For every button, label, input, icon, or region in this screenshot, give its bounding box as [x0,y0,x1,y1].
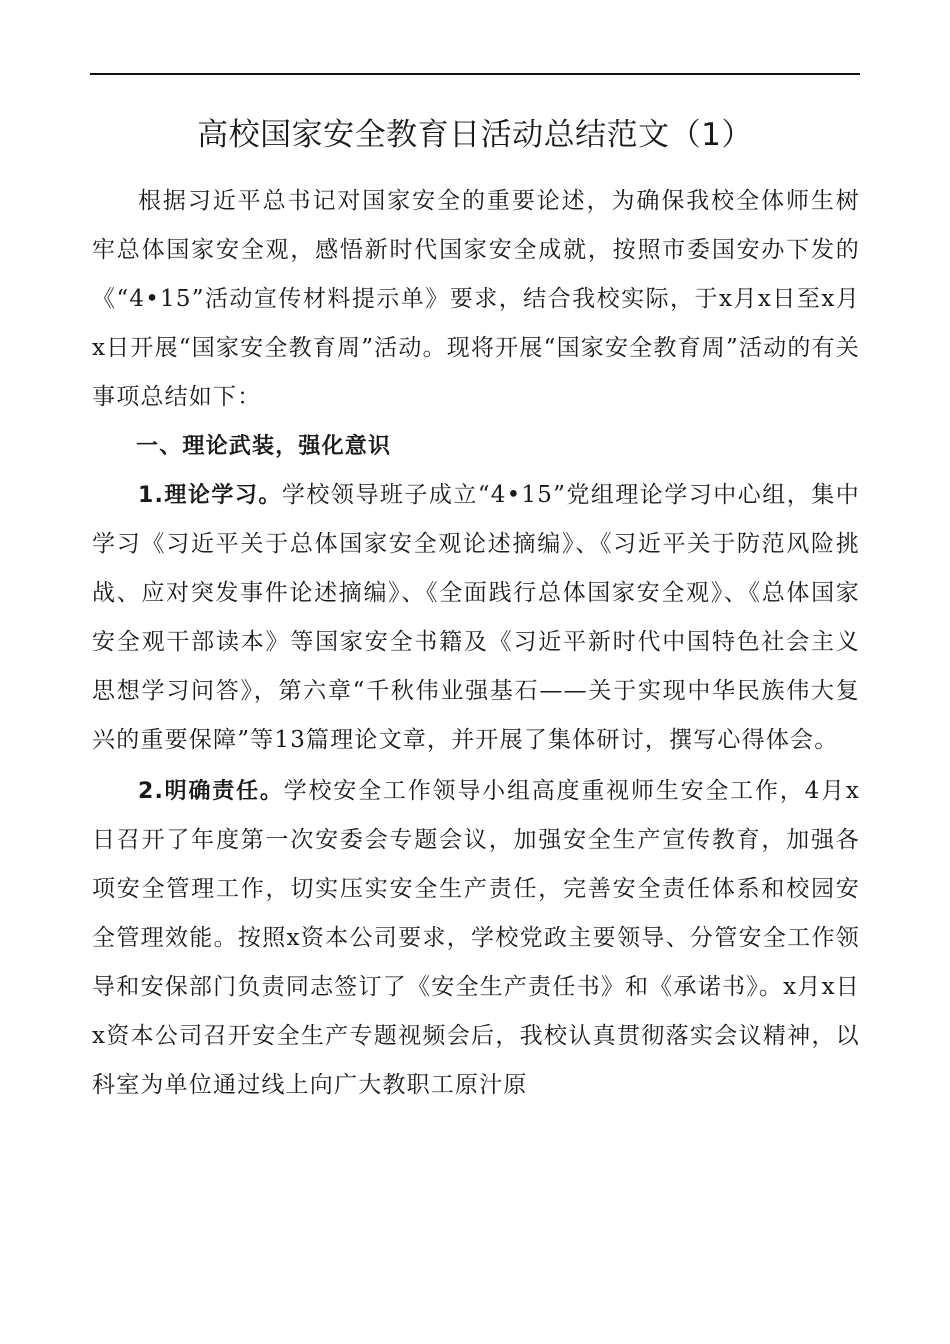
item-lead-1: 1.理论学习。 [138,483,282,508]
item-text-2: 学校安全工作领导小组高度重视师生安全工作，4月x日召开了年度第一次安委会专题会议，加强安全生产宣传教育，加强各项安全管理工作，切实压实安全生产责任，完善安全责任体系和校园安全管理效能。按照x资本公司要求，学校党政主要领导、分管安全工作领导和安保部门负责同志签订了《安全生产责任书》和《承诺书》。x月x日x资本公司召开安全生产专题视频会后，我校认真贯彻落实会议精神，以科室为单位通过线上向广大教职工原汁原 [92,778,860,1098]
item-paragraph-1 [92,471,860,765]
document-body [92,177,860,1110]
document-title: 高校国家安全教育日活动总结范文（1） [197,117,753,153]
item-text-1: 学校领导班子成立“4•15”党组理论学习中心组，集中学习《习近平关于总体国家安全观论述摘编》、《习近平关于防范风险挑战、应对突发事件论述摘编》、《全面践行总体国家安全观》、《总体国家安全观干部读本》等国家安全书籍及《习近平新时代中国特色社会主义思想学习问答》，第六章“千秋伟业强基石——关于实现中华民族伟大复兴的重要保障”等13篇理论文章，并开展了集体研讨，撰写心得体会。 [92,482,860,753]
header-rule [90,73,860,75]
section-heading: 一、理论武装，强化意识 [136,434,392,459]
intro-paragraph: 根据习近平总书记对国家安全的重要论述，为确保我校全体师生树牢总体国家安全观，感悟新时代国家安全成就，按照市委国安办下发的《“4•15”活动宣传材料提示单》要求，结合我校实际，于x月x日至x月x日开展“国家安全教育周”活动。现将开展“国家安全教育周”活动的有关事项总结如下： [92,188,860,410]
item-paragraph-2 [92,767,860,1110]
item-lead-2: 2.明确责任。 [138,779,284,804]
